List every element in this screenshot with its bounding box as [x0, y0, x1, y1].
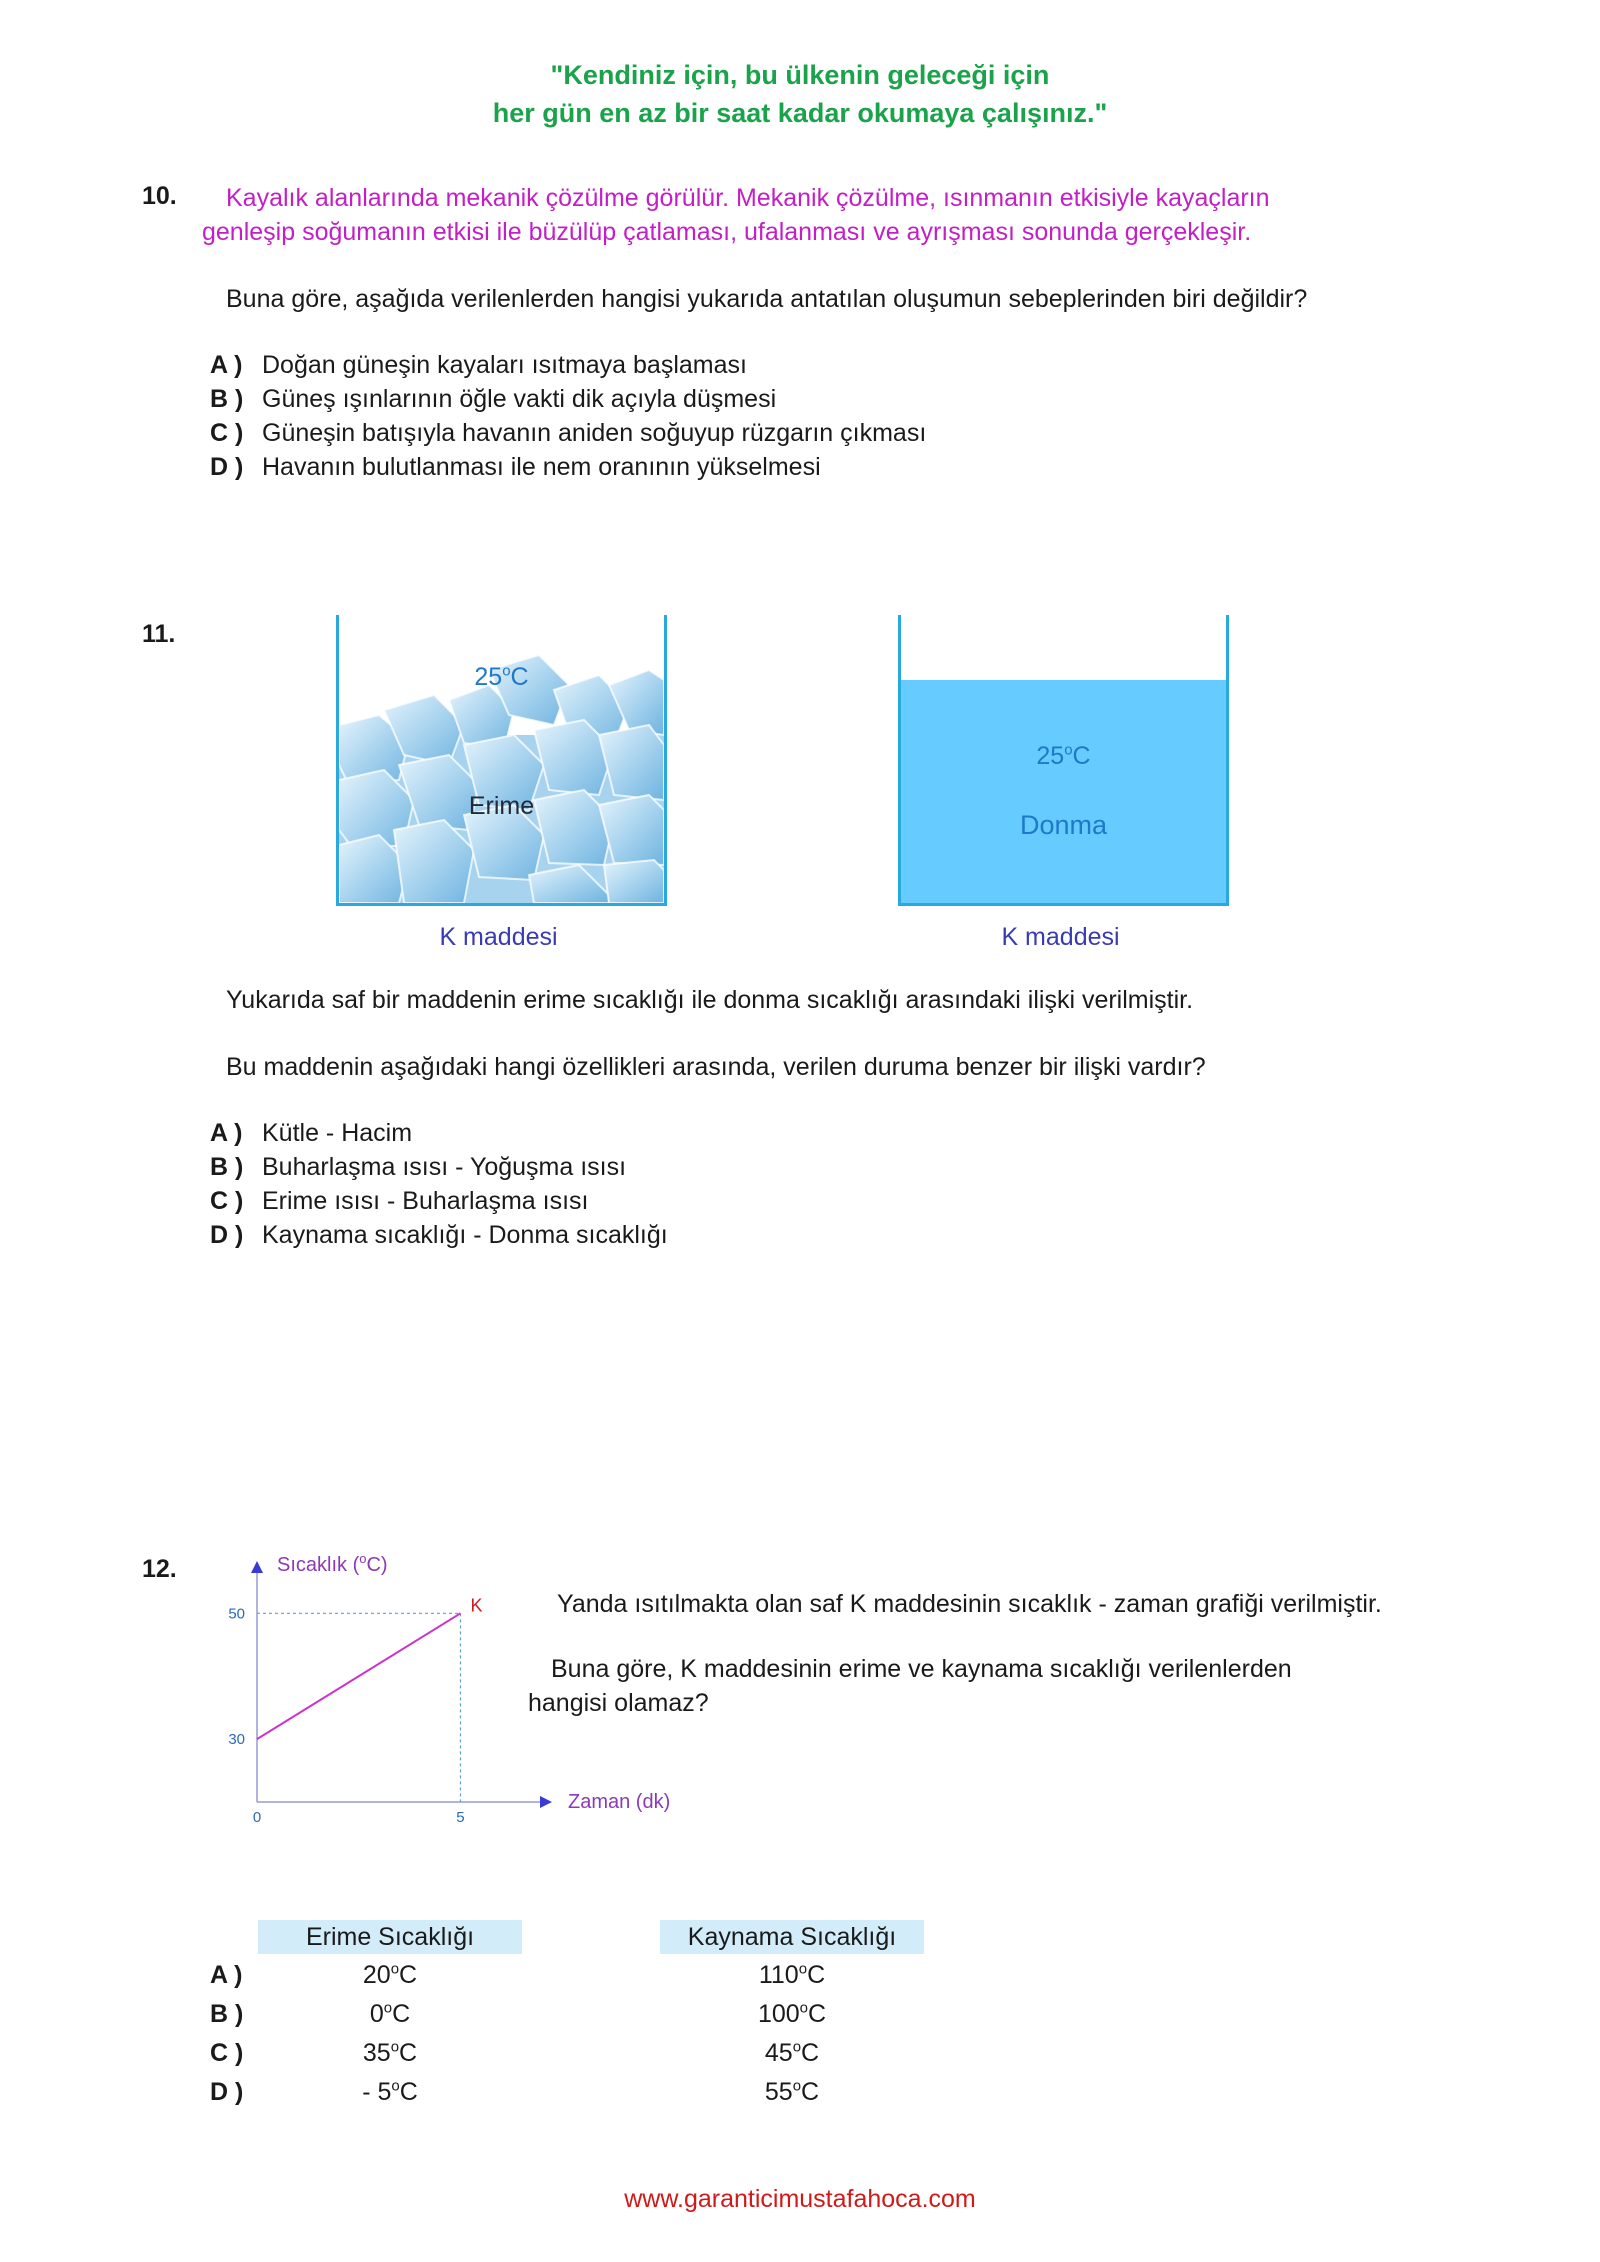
answer-letter: B )	[210, 2000, 244, 2028]
melting-value	[258, 2036, 522, 2070]
option-letter: C )	[210, 1187, 244, 1215]
boiling-number: 55	[764, 2078, 793, 2106]
degree-unit: C	[808, 2000, 827, 2028]
melting-number: 20	[362, 1961, 391, 1989]
question-10-number: 10.	[142, 182, 177, 210]
question-12-number: 12.	[142, 1555, 177, 1583]
ice-temperature-value: 25	[474, 663, 503, 691]
option-letter: A )	[210, 1119, 243, 1147]
melting-value	[258, 2075, 522, 2109]
degree-sign: o	[390, 1960, 400, 1978]
water-temperature-unit: C	[1072, 742, 1091, 770]
footer-website[interactable]: www.garanticimustafahoca.com	[624, 2185, 976, 2213]
question-10-intro-line-1: Kayalık alanlarında mekanik çözülme görülür. Mekanik çözülme, ısınmanın etkisiyle kayaçların	[226, 184, 1270, 212]
answer-row-c[interactable]	[210, 2036, 820, 2075]
degree-sign: o	[383, 1999, 393, 2017]
y-axis-label-text: Sıcaklık (	[277, 1554, 360, 1576]
y-axis-label-degree: o	[359, 1551, 367, 1566]
answer-row-a[interactable]	[210, 1958, 826, 1997]
melting-number: 0	[369, 2000, 384, 2028]
y-axis-label-unit: C)	[366, 1554, 388, 1576]
boiling-number: 110	[758, 1961, 799, 1989]
option-letter: D )	[210, 1221, 244, 1249]
ice-degree-sign: o	[502, 662, 511, 680]
degree-unit: C	[801, 2078, 820, 2106]
y-axis-label	[277, 1551, 388, 1576]
degree-sign: o	[798, 1960, 808, 1978]
option-text: Erime ısısı - Buharlaşma ısısı	[262, 1187, 589, 1215]
option-d[interactable]	[210, 450, 926, 484]
ice-cubes-image	[339, 615, 664, 903]
ice-temperature-unit: C	[510, 663, 529, 691]
water-degree-sign: o	[1064, 741, 1073, 759]
option-a[interactable]	[210, 1116, 668, 1150]
option-text: Buharlaşma ısısı - Yoğuşma ısısı	[262, 1153, 627, 1181]
x-tick-label: 5	[456, 1809, 465, 1826]
water-fill	[901, 680, 1226, 903]
degree-sign: o	[792, 2038, 802, 2056]
option-b[interactable]	[210, 1150, 668, 1184]
question-10-stem: Buna göre, aşağıda verilenlerden hangisi yukarıda antatılan oluşumun sebeplerinden biri değildir?	[226, 285, 1308, 313]
y-axis-arrow-icon	[251, 1561, 263, 1573]
question-10-intro-line-2: genleşip soğumanın etkisi ile büzülüp çatlaması, ufalanması ve ayrışması sonunda gerçekleşir.	[202, 218, 1252, 246]
degree-unit: C	[807, 1961, 826, 1989]
option-d[interactable]	[210, 1218, 668, 1252]
option-text: Doğan güneşin kayaları ısıtmaya başlaması	[262, 351, 747, 379]
boiling-number: 45	[764, 2039, 793, 2067]
option-text: Kaynama sıcaklığı - Donma sıcaklığı	[262, 1221, 668, 1249]
boiling-value	[660, 2036, 924, 2070]
left-beaker-caption: K maddesi	[439, 923, 558, 951]
degree-unit: C	[392, 2000, 411, 2028]
question-12-text-line-3: hangisi olamaz?	[528, 1689, 709, 1717]
option-letter: C )	[210, 419, 244, 447]
answer-row-d[interactable]	[210, 2075, 820, 2114]
degree-sign: o	[792, 2077, 802, 2095]
boiling-number: 100	[757, 2000, 800, 2028]
melting-number: 35	[362, 2039, 391, 2067]
option-a[interactable]	[210, 348, 926, 382]
boiling-value	[660, 1958, 924, 1992]
ice-label: Erime	[468, 792, 535, 820]
degree-unit: C	[801, 2039, 820, 2067]
ice-temperature	[339, 663, 664, 692]
x-tick-label: 0	[252, 1809, 262, 1826]
answer-letter: D )	[210, 2078, 244, 2106]
question-11-stem: Bu maddenin aşağıdaki hangi özellikleri arasında, verilen duruma benzer bir ilişki vardır?	[226, 1053, 1206, 1081]
answer-table	[210, 1958, 827, 2114]
option-text: Havanın bulutlanması ile nem oranının yükselmesi	[262, 453, 821, 481]
header-melting-temp: Erime Sıcaklığı	[258, 1920, 522, 1954]
option-letter: B )	[210, 1153, 244, 1181]
degree-unit: C	[399, 2078, 418, 2106]
water-temperature-value: 25	[1036, 742, 1065, 770]
question-10-options	[210, 348, 926, 484]
question-11-options	[210, 1116, 668, 1252]
right-beaker-caption: K maddesi	[1001, 923, 1120, 951]
motto-line-2: her gün en az bir saat kadar okumaya çalışınız."	[492, 98, 1108, 128]
option-text: Güneş ışınlarının öğle vakti dik açıyla düşmesi	[262, 385, 777, 413]
option-text: Güneşin batışıyla havanın aniden soğuyup rüzgarın çıkması	[262, 419, 927, 447]
answer-letter: A )	[210, 1961, 243, 1989]
option-c[interactable]	[210, 416, 926, 450]
beaker-water	[898, 615, 1229, 906]
motto-line-1: "Kendiniz için, bu ülkenin geleceği için	[550, 60, 1050, 90]
answer-letter: C )	[210, 2039, 244, 2067]
melting-number: - 5	[362, 2078, 392, 2106]
series-line	[257, 1613, 460, 1739]
melting-value	[258, 1958, 522, 1992]
degree-sign: o	[799, 1999, 808, 2017]
y-tick-label: 50	[228, 1605, 245, 1623]
degree-unit: C	[399, 2039, 418, 2067]
degree-unit: C	[399, 1961, 418, 1989]
option-letter: A )	[210, 351, 243, 379]
degree-sign: o	[391, 2077, 400, 2095]
option-c[interactable]	[210, 1184, 668, 1218]
x-axis-arrow-icon	[540, 1796, 552, 1808]
point-label-k: K	[470, 1595, 483, 1616]
melting-value	[258, 1997, 522, 2031]
option-text: Kütle - Hacim	[262, 1119, 413, 1147]
header-boiling-temp: Kaynama Sıcaklığı	[660, 1920, 924, 1954]
question-11-number: 11.	[142, 620, 176, 648]
x-axis-label: Zaman (dk)	[568, 1791, 671, 1813]
question-11-statement: Yukarıda saf bir maddenin erime sıcaklığı ile donma sıcaklığı arasındaki ilişki verilmiştir.	[226, 986, 1194, 1014]
beaker-ice	[336, 615, 667, 906]
question-12-text-line-1: Yanda ısıtılmakta olan saf K maddesinin sıcaklık - zaman grafiği verilmiştir.	[557, 1590, 1382, 1618]
option-letter: D )	[210, 453, 244, 481]
water-label: Donma	[1019, 810, 1108, 840]
question-12-text-line-2: Buna göre, K maddesinin erime ve kaynama sıcaklığı verilenlerden	[551, 1655, 1292, 1683]
answer-row-b[interactable]	[210, 1997, 827, 2036]
option-b[interactable]	[210, 382, 926, 416]
water-temperature	[901, 742, 1226, 771]
boiling-value	[660, 1997, 924, 2031]
degree-sign: o	[390, 2038, 400, 2056]
y-tick-label: 30	[228, 1731, 245, 1749]
option-letter: B )	[210, 385, 244, 413]
boiling-value	[660, 2075, 924, 2109]
